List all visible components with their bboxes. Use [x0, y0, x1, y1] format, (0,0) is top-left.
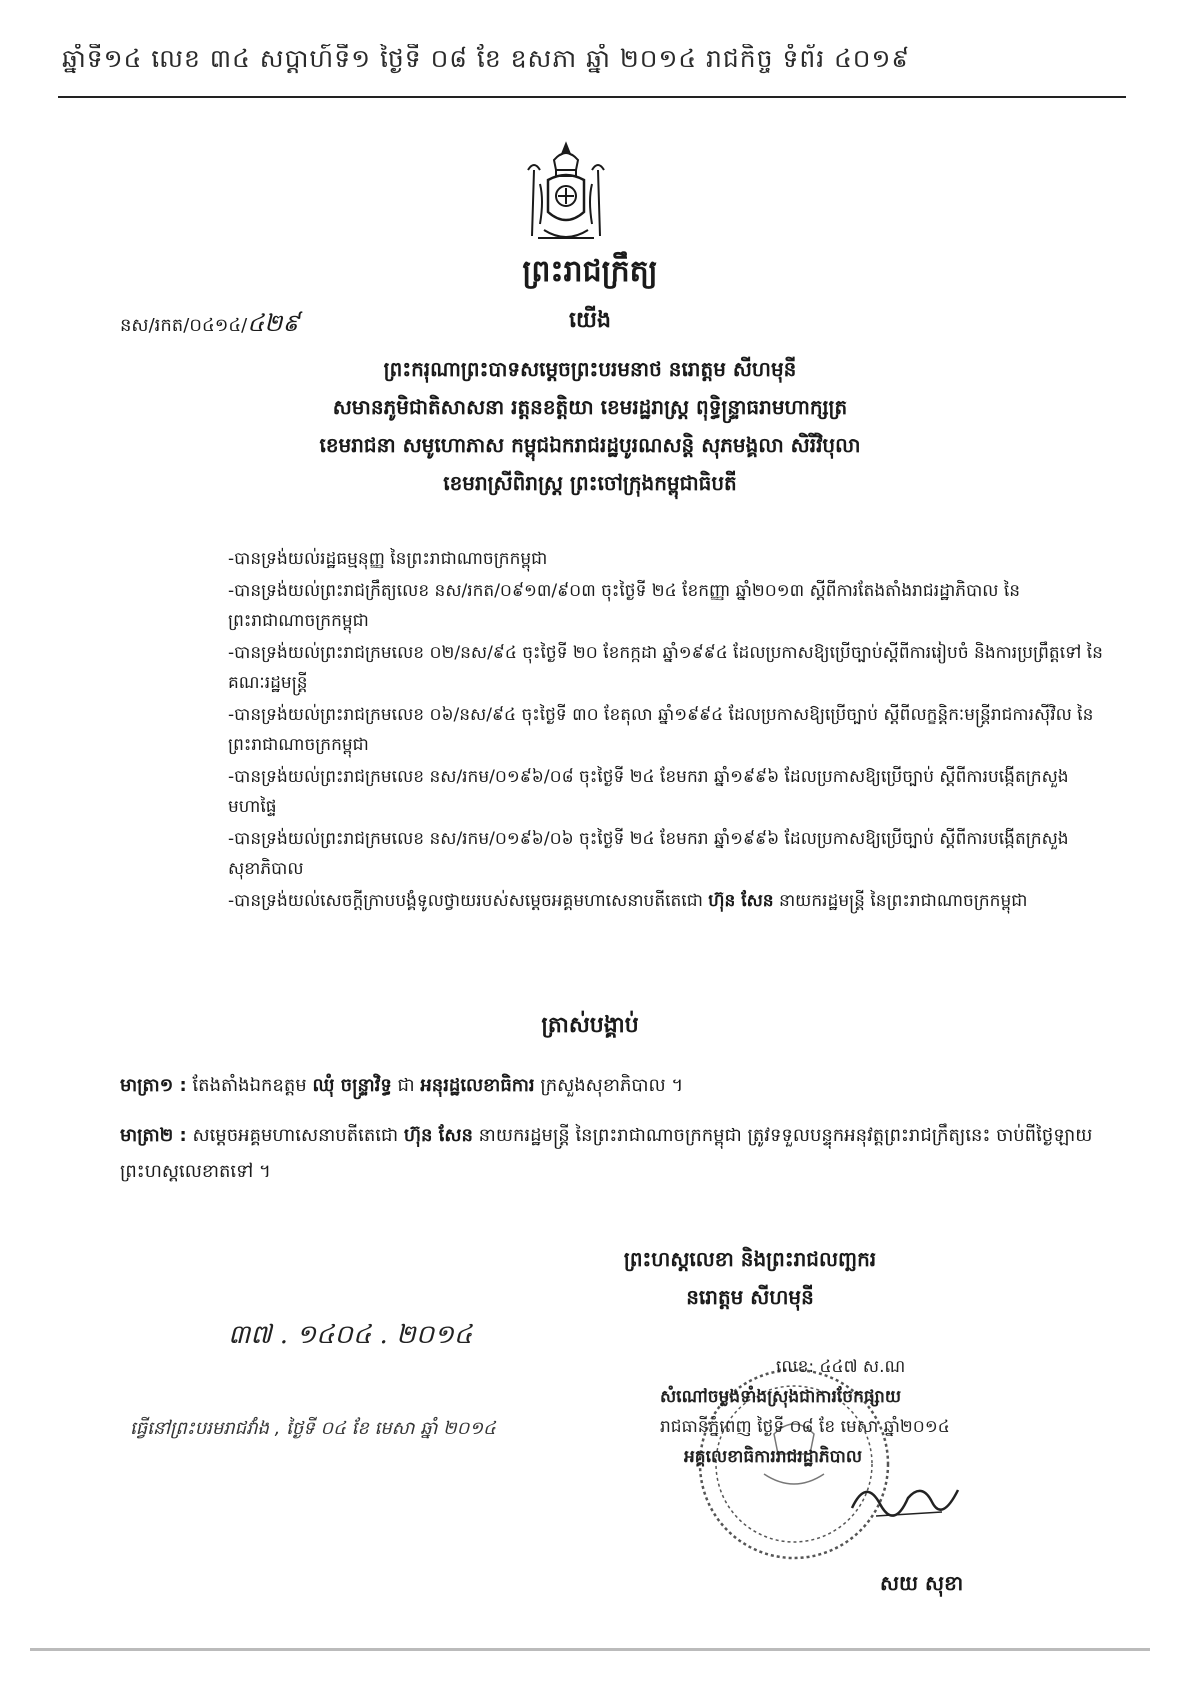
king-name: នរោត្តម សីហមុនី — [686, 1285, 814, 1309]
royal-title-line: ខេមរាស្រីពិរាស្ត្រ ព្រះចៅក្រុងកម្ពុជាធិបតី — [443, 471, 737, 495]
registry-date: រាជធានីភ្នំពេញ ថ្ងៃទី ០៨ ខែ មេសា ឆ្នាំ២០១៤ — [660, 1417, 950, 1437]
article-2 — [120, 1118, 1100, 1190]
article-text: នាយករដ្ឋមន្ត្រី នៃព្រះរាជាណាចក្រកម្ពុជា ត្រូវទទួលបន្ទុកអនុវត្តព្រះរាជក្រឹត្យនេះ ចាប់ពីថ្ងៃឡាយព្រះហស្តលេខាតទៅ ។ — [120, 1125, 1093, 1182]
article-text: ក្រសួងសុខាភិបាល ។ — [534, 1075, 684, 1096]
gazette-header: ឆ្នាំទី១៤ លេខ ៣៤ សប្តាហ៍ទី១ ថ្ងៃទី ០៨ ខែ ឧសភា ឆ្នាំ ២០១៤ រាជកិច្ច ទំព័រ ៤០១៩ — [62, 44, 911, 73]
reference-text: នាយករដ្ឋមន្ត្រី នៃព្រះរាជាណាចក្រកម្ពុជា — [773, 891, 1028, 911]
prime-minister-name: ហ៊ុន សែន — [708, 891, 774, 911]
royal-signature-caption: ព្រះហស្តលេខា និងព្រះរាជលញ្ឆករ — [623, 1247, 877, 1271]
handwritten-signature-icon — [846, 1468, 966, 1528]
registry-copy-note: សំណៅចម្លងទាំងស្រុងជាការចែកផ្សាយ — [660, 1387, 902, 1407]
royal-title-line: ព្រះករុណាព្រះបាទសម្តេចព្រះបរមនាថ នរោត្តម សីហមុនី — [383, 357, 797, 381]
royal-emblem-icon — [518, 140, 614, 252]
references-list — [228, 544, 1108, 918]
reference-item: -បានទ្រង់យល់ព្រះរាជក្រឹត្យលេខ នស/រកត/០៩១៣/៩០៣ ចុះថ្ងៃទី ២៤ ខែកញ្ញា ឆ្នាំ២០១៣ ស្តីពីការតែងតាំងរាជរដ្ឋាភិបាល នៃព្រះរាជាណាចក្រកម្ពុជា — [228, 581, 1021, 631]
article-label: មាត្រា១ : — [120, 1075, 187, 1096]
appointee-role: អនុរដ្ឋលេខាធិការ — [420, 1075, 535, 1096]
royal-titles — [120, 350, 1060, 502]
handwritten-reference: ៣៧ . ១៤០៤ . ២០១៤ — [228, 1320, 473, 1350]
article-text: ជា — [391, 1075, 421, 1096]
reference-item: -បានទ្រង់យល់រដ្ឋធម្មនុញ្ញ នៃព្រះរាជាណាចក្រកម្ពុជា — [228, 549, 548, 569]
article-label: មាត្រា២ : — [120, 1125, 187, 1146]
decision-heading: ត្រាស់បង្គាប់ — [541, 1013, 639, 1038]
reference-text: -បានទ្រង់យល់សេចក្តីក្រាបបង្គំទូលថ្វាយរបស់សម្តេចអគ្គមហាសេនាបតីតេជោ — [228, 891, 709, 911]
we-heading: យើង — [569, 308, 611, 333]
registry-block — [660, 1352, 1080, 1472]
footer-divider — [30, 1648, 1150, 1651]
registry-office: អគ្គលេខាធិការរាជរដ្ឋាភិបាល — [684, 1447, 863, 1467]
decree-number-handwritten: ៤២៩ — [247, 309, 300, 337]
article-text: សម្តេចអគ្គមហាសេនាបតីតេជោ — [186, 1125, 404, 1146]
appointee-name: ឈុំ ចន្ទ្រាវិទ្ធ — [312, 1075, 392, 1096]
document-title: ព្រះរាជក្រឹត្យ — [522, 254, 658, 289]
royal-title-line: ខេមរាជនា សមូហោភាស កម្ពុជឯករាជរដ្ឋបូរណសន្តិ សុភមង្គលា សិរីវិបុលា — [319, 433, 861, 457]
registry-number: លេខ: ៤៤៧ ស.ណ — [776, 1357, 906, 1377]
reference-item-last — [228, 886, 1108, 916]
royal-signature-block — [520, 1240, 980, 1316]
reference-item: -បានទ្រង់យល់ព្រះរាជក្រមលេខ ០២/នស/៩៤ ចុះថ្ងៃទី ២០ ខែកក្កដា ឆ្នាំ១៩៩៤ ដែលប្រកាសឱ្យប្រើច្បាប់ស្តីពីការរៀបចំ និងការប្រព្រឹត្តទៅ នៃគណៈរដ្ឋមន្ត្រី — [228, 643, 1103, 693]
article-text: តែងតាំងឯកឧត្តម — [186, 1075, 313, 1096]
reference-item: -បានទ្រង់យល់ព្រះរាជក្រមលេខ នស/រកម/០១៩៦/០៦ ចុះថ្ងៃទី ២៤ ខែមករា ឆ្នាំ១៩៩៦ ដែលប្រកាសឱ្យប្រើច្បាប់ ស្តីពីការបង្កើតក្រសួងសុខាភិបាល — [228, 829, 1069, 879]
place-and-date: ធ្វើនៅព្រះបរមរាជវាំង , ថ្ងៃទី ០៤ ខែ មេសា ឆ្នាំ ២០១៤ — [130, 1418, 496, 1439]
reference-item: -បានទ្រង់យល់ព្រះរាជក្រមលេខ នស/រកម/០១៩៦/០៨ ចុះថ្ងៃទី ២៤ ខែមករា ឆ្នាំ១៩៩៦ ដែលប្រកាសឱ្យប្រើច្បាប់ ស្តីពីការបង្កើតក្រសួងមហាផ្ទៃ — [228, 767, 1069, 817]
article-1 — [120, 1068, 1100, 1104]
royal-title-line: សមានភូមិជាតិសាសនា រត្តនខត្តិយា ខេមរដ្ឋរាស្ត្រ ពុទ្ធិន្ទ្រាធរាមហាក្សត្រ — [332, 395, 848, 419]
signer-name: សយ សុខា — [880, 1571, 964, 1595]
decree-number-prefix: នស/រកត/០៤១៤/ — [120, 315, 248, 336]
prime-minister-name: ហ៊ុន សែន — [403, 1125, 473, 1146]
header-divider — [58, 96, 1126, 98]
reference-item: -បានទ្រង់យល់ព្រះរាជក្រមលេខ ០៦/នស/៩៤ ចុះថ្ងៃទី ៣០ ខែតុលា ឆ្នាំ១៩៩៤ ដែលប្រកាសឱ្យប្រើច្បាប់ ស្តីពីលក្ខន្តិកៈមន្ត្រីរាជការស៊ីវិល នៃព្រះរាជាណាចក្រកម្ពុជា — [228, 705, 1094, 755]
